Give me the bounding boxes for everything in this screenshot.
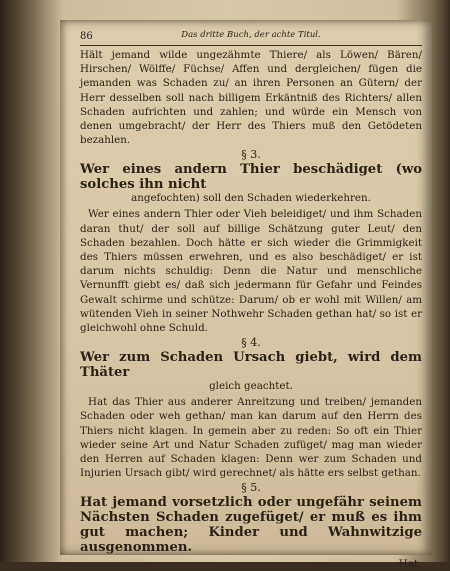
- paragraph-2: Wer eines andern Thier oder Vieh beleidiget/ und ihm Schaden daran thut/ der soll auf billige Schätzung guter Leut/ den Schaden bezahlen. Doch hätte er sich wieder die Grimmigkeit des Thiers müssen erwehren, und es also beschädiget/ er ist darum nichts schuldig: Denn die Natur und menschliche Vernunfft giebt es/ daß sich jedermann für Gefahr und Feindes Gewalt schirme und schütze: Darum/ ob er wohl mit Willen/ am wütenden Vieh in seiner Nothwehr Schaden gethan hat/ so ist er gleichwohl ohne Schuld.: [80, 208, 422, 335]
- section-4-subtitle: gleich geachtet.: [209, 380, 293, 393]
- section-4-number: § 4.: [241, 336, 261, 350]
- running-title: Das dritte Buch, der achte Titul.: [181, 30, 321, 40]
- section-3-title: Wer eines andern Thier beschädiget (wo solches ihn nicht: [80, 162, 422, 193]
- paragraph-3: Hat das Thier aus anderer Anreitzung und treiben/ jemanden Schaden oder weh gethan/ man kan darum auf den Herrn des Thiers nicht klagen. In gemein aber zu reden: So oft ein Thier wieder seine Art und Natur Schaden zufüget/ mag man wieder den Herren auf Schaden klagen: Denn wer zum Schaden und Injurien Ursach gibt/ wird gerechnet/ als hätte ers selbst gethan.: [80, 396, 422, 480]
- header-rule: [80, 45, 422, 46]
- page-text: [80, 28, 422, 571]
- section-4-title: Wer zum Schaden Ursach giebt, wird dem Thäter: [80, 350, 422, 381]
- page-header: [80, 28, 422, 44]
- section-5-title: Hat jemand vorsetzlich oder ungefähr seinem Nächsten Schaden zugefüget/ er muß es ihm gut machen; Kinder und Wahnwitzige ausgenommen.: [80, 495, 422, 556]
- page-number: 86: [80, 31, 93, 42]
- section-5-number: § 5.: [241, 481, 261, 495]
- catchword: Hat: [398, 558, 418, 571]
- book-page: [60, 20, 432, 571]
- section-3-subtitle: angefochten) soll den Schaden wiederkehren.: [131, 192, 371, 205]
- section-3-number: § 3.: [241, 148, 261, 162]
- paragraph-1: Hält jemand wilde ungezähmte Thiere/ als Löwen/ Bären/ Hirschen/ Wölffe/ Füchse/ Affen und dergleichen/ fügen die jemanden was Schaden zu/ an ihren Personen an Gütern/ der Herr desselben soll nach billigem Erkäntniß des Richters/ allen Schaden aufrichten und zahlen; und würde ein Mensch von denen umgebracht/ der Herr des Thiers muß den Getödeten bezahlen.: [80, 49, 422, 147]
